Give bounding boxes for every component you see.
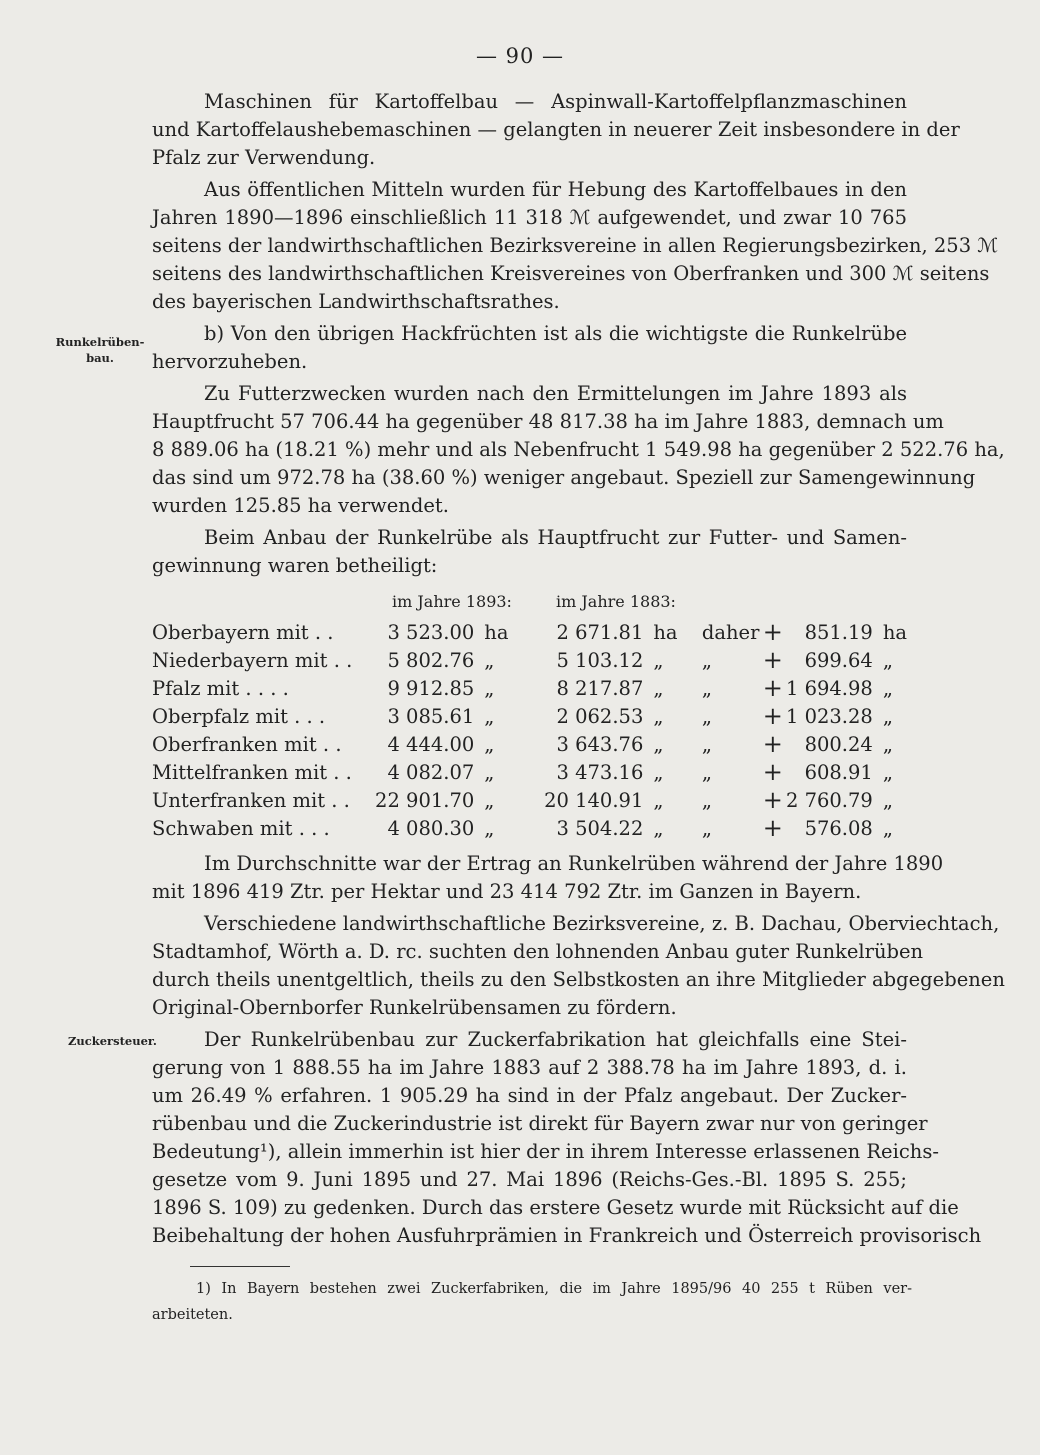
sign-cell: + <box>762 674 783 702</box>
daher-cell: daher <box>701 620 760 644</box>
text-line: hervorzuheben. <box>152 350 308 373</box>
text-line: 8 889.06 ha (18.21 %) mehr und als Nebenfrucht 1 549.98 ha gegenüber 2 522.76 ha, <box>152 438 1005 461</box>
text-line: seitens des landwirthschaftlichen Kreisvereines von Oberfranken und 300 ℳ seitens <box>152 262 990 285</box>
text-line: Original-Obernborfer Runkelrübensamen zu fördern. <box>152 996 677 1019</box>
daher-cell: „ <box>701 732 712 756</box>
table-row <box>152 646 907 674</box>
unit-1883-cell: ha <box>653 620 678 644</box>
footnote-divider <box>190 1266 290 1267</box>
value-1893-cell: 4 080.30 <box>387 816 475 840</box>
text-line: Zu Futterzwecken wurden nach den Ermittelungen im Jahre 1893 als <box>204 382 907 405</box>
unit-difference-cell: „ <box>882 648 893 672</box>
difference-cell: 699.64 <box>804 648 873 672</box>
table-row <box>152 758 907 786</box>
text-line: seitens der landwirthschaftlichen Bezirksvereine in allen Regierungsbezirken, 253 ℳ <box>152 234 999 257</box>
table-row <box>152 674 907 702</box>
table-header-1883: im Jahre 1883: <box>556 592 676 611</box>
unit-1893-cell: „ <box>484 704 495 728</box>
unit-1893-cell: „ <box>484 648 495 672</box>
sign-cell: + <box>762 730 783 758</box>
page-number: — 90 — <box>475 44 565 68</box>
text-line: Im Durchschnitte war der Ertrag an Runkelrüben während der Jahre 1890 <box>204 852 944 875</box>
sign-cell: + <box>762 646 783 674</box>
daher-cell: „ <box>701 760 712 784</box>
value-1883-cell: 20 140.91 <box>544 788 644 812</box>
acreage-table <box>152 618 907 842</box>
text-line: Hauptfrucht 57 706.44 ha gegenüber 48 817.38 ha im Jahre 1883, demnach um <box>152 410 944 433</box>
text-line: Bedeutung¹), allein immerhin ist hier der in ihrem Interesse erlassenen Reichs- <box>152 1140 939 1163</box>
value-1893-cell: 3 085.61 <box>387 704 475 728</box>
text-line: Aus öffentlichen Mitteln wurden für Hebung des Kartoffelbaues in den <box>204 178 907 201</box>
difference-cell: 608.91 <box>804 760 873 784</box>
body-text-top <box>152 88 1005 580</box>
unit-1883-cell: „ <box>653 732 664 756</box>
region-cell: Oberbayern mit . . <box>152 620 334 644</box>
footnote <box>152 1276 912 1328</box>
margin-note-runkelrueben: Runkelrüben- bau. <box>55 335 145 365</box>
text-line: Der Runkelrübenbau zur Zuckerfabrikation hat gleichfalls eine Stei- <box>204 1028 907 1051</box>
unit-difference-cell: „ <box>882 732 893 756</box>
region-cell: Mittelfranken mit . . <box>152 760 352 784</box>
daher-cell: „ <box>701 816 712 840</box>
value-1893-cell: 4 082.07 <box>387 760 475 784</box>
region-cell: Pfalz mit . . . . <box>152 676 289 700</box>
unit-difference-cell: „ <box>882 760 893 784</box>
text-line: durch theils unentgeltlich, theils zu den Selbstkosten an ihre Mitglieder abgegebenen <box>152 968 1005 991</box>
value-1893-cell: 9 912.85 <box>387 676 475 700</box>
value-1893-cell: 5 802.76 <box>387 648 475 672</box>
value-1883-cell: 3 643.76 <box>556 732 644 756</box>
table-row <box>152 702 907 730</box>
unit-1893-cell: „ <box>484 676 495 700</box>
unit-1893-cell: „ <box>484 816 495 840</box>
unit-difference-cell: „ <box>882 788 893 812</box>
text-line: des bayerischen Landwirthschaftsrathes. <box>152 290 560 313</box>
text-line: 1896 S. 109) zu gedenken. Durch das erstere Gesetz wurde mit Rücksicht auf die <box>152 1196 959 1219</box>
difference-cell: 851.19 <box>804 620 873 644</box>
text-line: Beim Anbau der Runkelrübe als Hauptfrucht zur Futter- und Samen- <box>204 526 907 549</box>
difference-cell: 576.08 <box>804 816 873 840</box>
unit-difference-cell: ha <box>882 620 907 644</box>
unit-1883-cell: „ <box>653 704 664 728</box>
text-line: um 26.49 % erfahren. 1 905.29 ha sind in der Pfalz angebaut. Der Zucker- <box>152 1084 907 1107</box>
value-1893-cell: 3 523.00 <box>387 620 475 644</box>
text-line: das sind um 972.78 ha (38.60 %) weniger angebaut. Speziell zur Samengewinnung <box>152 466 976 489</box>
text-line: gewinnung waren betheiligt: <box>152 554 438 577</box>
text-line: b) Von den übrigen Hackfrüchten ist als die wichtigste die Runkelrübe <box>204 322 907 345</box>
difference-cell: 2 760.79 <box>785 788 873 812</box>
unit-1883-cell: „ <box>653 648 664 672</box>
unit-1893-cell: „ <box>484 760 495 784</box>
unit-1893-cell: „ <box>484 732 495 756</box>
difference-cell: 1 694.98 <box>785 676 873 700</box>
region-cell: Niederbayern mit . . <box>152 648 353 672</box>
value-1883-cell: 5 103.12 <box>556 648 644 672</box>
region-cell: Oberfranken mit . . <box>152 732 342 756</box>
unit-difference-cell: „ <box>882 704 893 728</box>
table-row <box>152 786 907 814</box>
text-line: Pfalz zur Verwendung. <box>152 146 376 169</box>
difference-cell: 800.24 <box>804 732 873 756</box>
value-1883-cell: 3 504.22 <box>556 816 644 840</box>
sign-cell: + <box>762 786 783 814</box>
region-cell: Oberpfalz mit . . . <box>152 704 326 728</box>
text-line: rübenbau und die Zuckerindustrie ist direkt für Bayern zwar nur von geringer <box>152 1112 928 1135</box>
table-row <box>152 730 907 758</box>
body-text-bottom <box>152 850 1005 1250</box>
unit-difference-cell: „ <box>882 816 893 840</box>
sign-cell: + <box>762 618 783 646</box>
value-1893-cell: 22 901.70 <box>375 788 475 812</box>
text-line: mit 1896 419 Ztr. per Hektar und 23 414 792 Ztr. im Ganzen in Bayern. <box>152 880 862 903</box>
text-line: Stadtamhof, Wörth a. D. rc. suchten den lohnenden Anbau guter Runkelrüben <box>152 940 924 963</box>
text-line: gesetze vom 9. Juni 1895 und 27. Mai 1896 (Reichs-Ges.-Bl. 1895 S. 255; <box>152 1168 907 1191</box>
value-1893-cell: 4 444.00 <box>387 732 475 756</box>
text-line: und Kartoffelaushebemaschinen — gelangten in neuerer Zeit insbesondere in der <box>152 118 960 141</box>
sign-cell: + <box>762 814 783 842</box>
value-1883-cell: 3 473.16 <box>556 760 644 784</box>
sign-cell: + <box>762 702 783 730</box>
unit-1883-cell: „ <box>653 676 664 700</box>
text-line: Jahren 1890—1896 einschließlich 11 318 ℳ aufgewendet, und zwar 10 765 <box>152 206 907 229</box>
daher-cell: „ <box>701 704 712 728</box>
unit-1893-cell: ha <box>484 620 509 644</box>
text-line: Maschinen für Kartoffelbau — Aspinwall-Kartoffelpflanzmaschinen <box>204 90 907 113</box>
unit-1883-cell: „ <box>653 788 664 812</box>
margin-note-zuckersteuer: Zuckersteuer. <box>68 1034 157 1048</box>
table-header-1893: im Jahre 1893: <box>392 592 512 611</box>
text-line: Beibehaltung der hohen Ausfuhrprämien in Frankreich und Österreich provisorisch <box>152 1224 982 1247</box>
sign-cell: + <box>762 758 783 786</box>
value-1883-cell: 2 062.53 <box>556 704 644 728</box>
value-1883-cell: 8 217.87 <box>556 676 644 700</box>
text-line: wurden 125.85 ha verwendet. <box>152 494 449 517</box>
footnote-line: 1) In Bayern bestehen zwei Zuckerfabriken, die im Jahre 1895/96 40 255 t Rüben ver- <box>196 1281 912 1297</box>
table-row <box>152 814 907 842</box>
unit-1883-cell: „ <box>653 760 664 784</box>
daher-cell: „ <box>701 788 712 812</box>
daher-cell: „ <box>701 648 712 672</box>
footnote-line: arbeiteten. <box>152 1307 233 1323</box>
daher-cell: „ <box>701 676 712 700</box>
unit-1893-cell: „ <box>484 788 495 812</box>
value-1883-cell: 2 671.81 <box>556 620 644 644</box>
unit-difference-cell: „ <box>882 676 893 700</box>
difference-cell: 1 023.28 <box>785 704 873 728</box>
text-line: gerung von 1 888.55 ha im Jahre 1883 auf 2 388.78 ha im Jahre 1893, d. i. <box>152 1056 907 1079</box>
text-line: Verschiedene landwirthschaftliche Bezirksvereine, z. B. Dachau, Oberviechtach, <box>204 912 1000 935</box>
table-row <box>152 618 907 646</box>
region-cell: Schwaben mit . . . <box>152 816 330 840</box>
unit-1883-cell: „ <box>653 816 664 840</box>
region-cell: Unterfranken mit . . <box>152 788 350 812</box>
